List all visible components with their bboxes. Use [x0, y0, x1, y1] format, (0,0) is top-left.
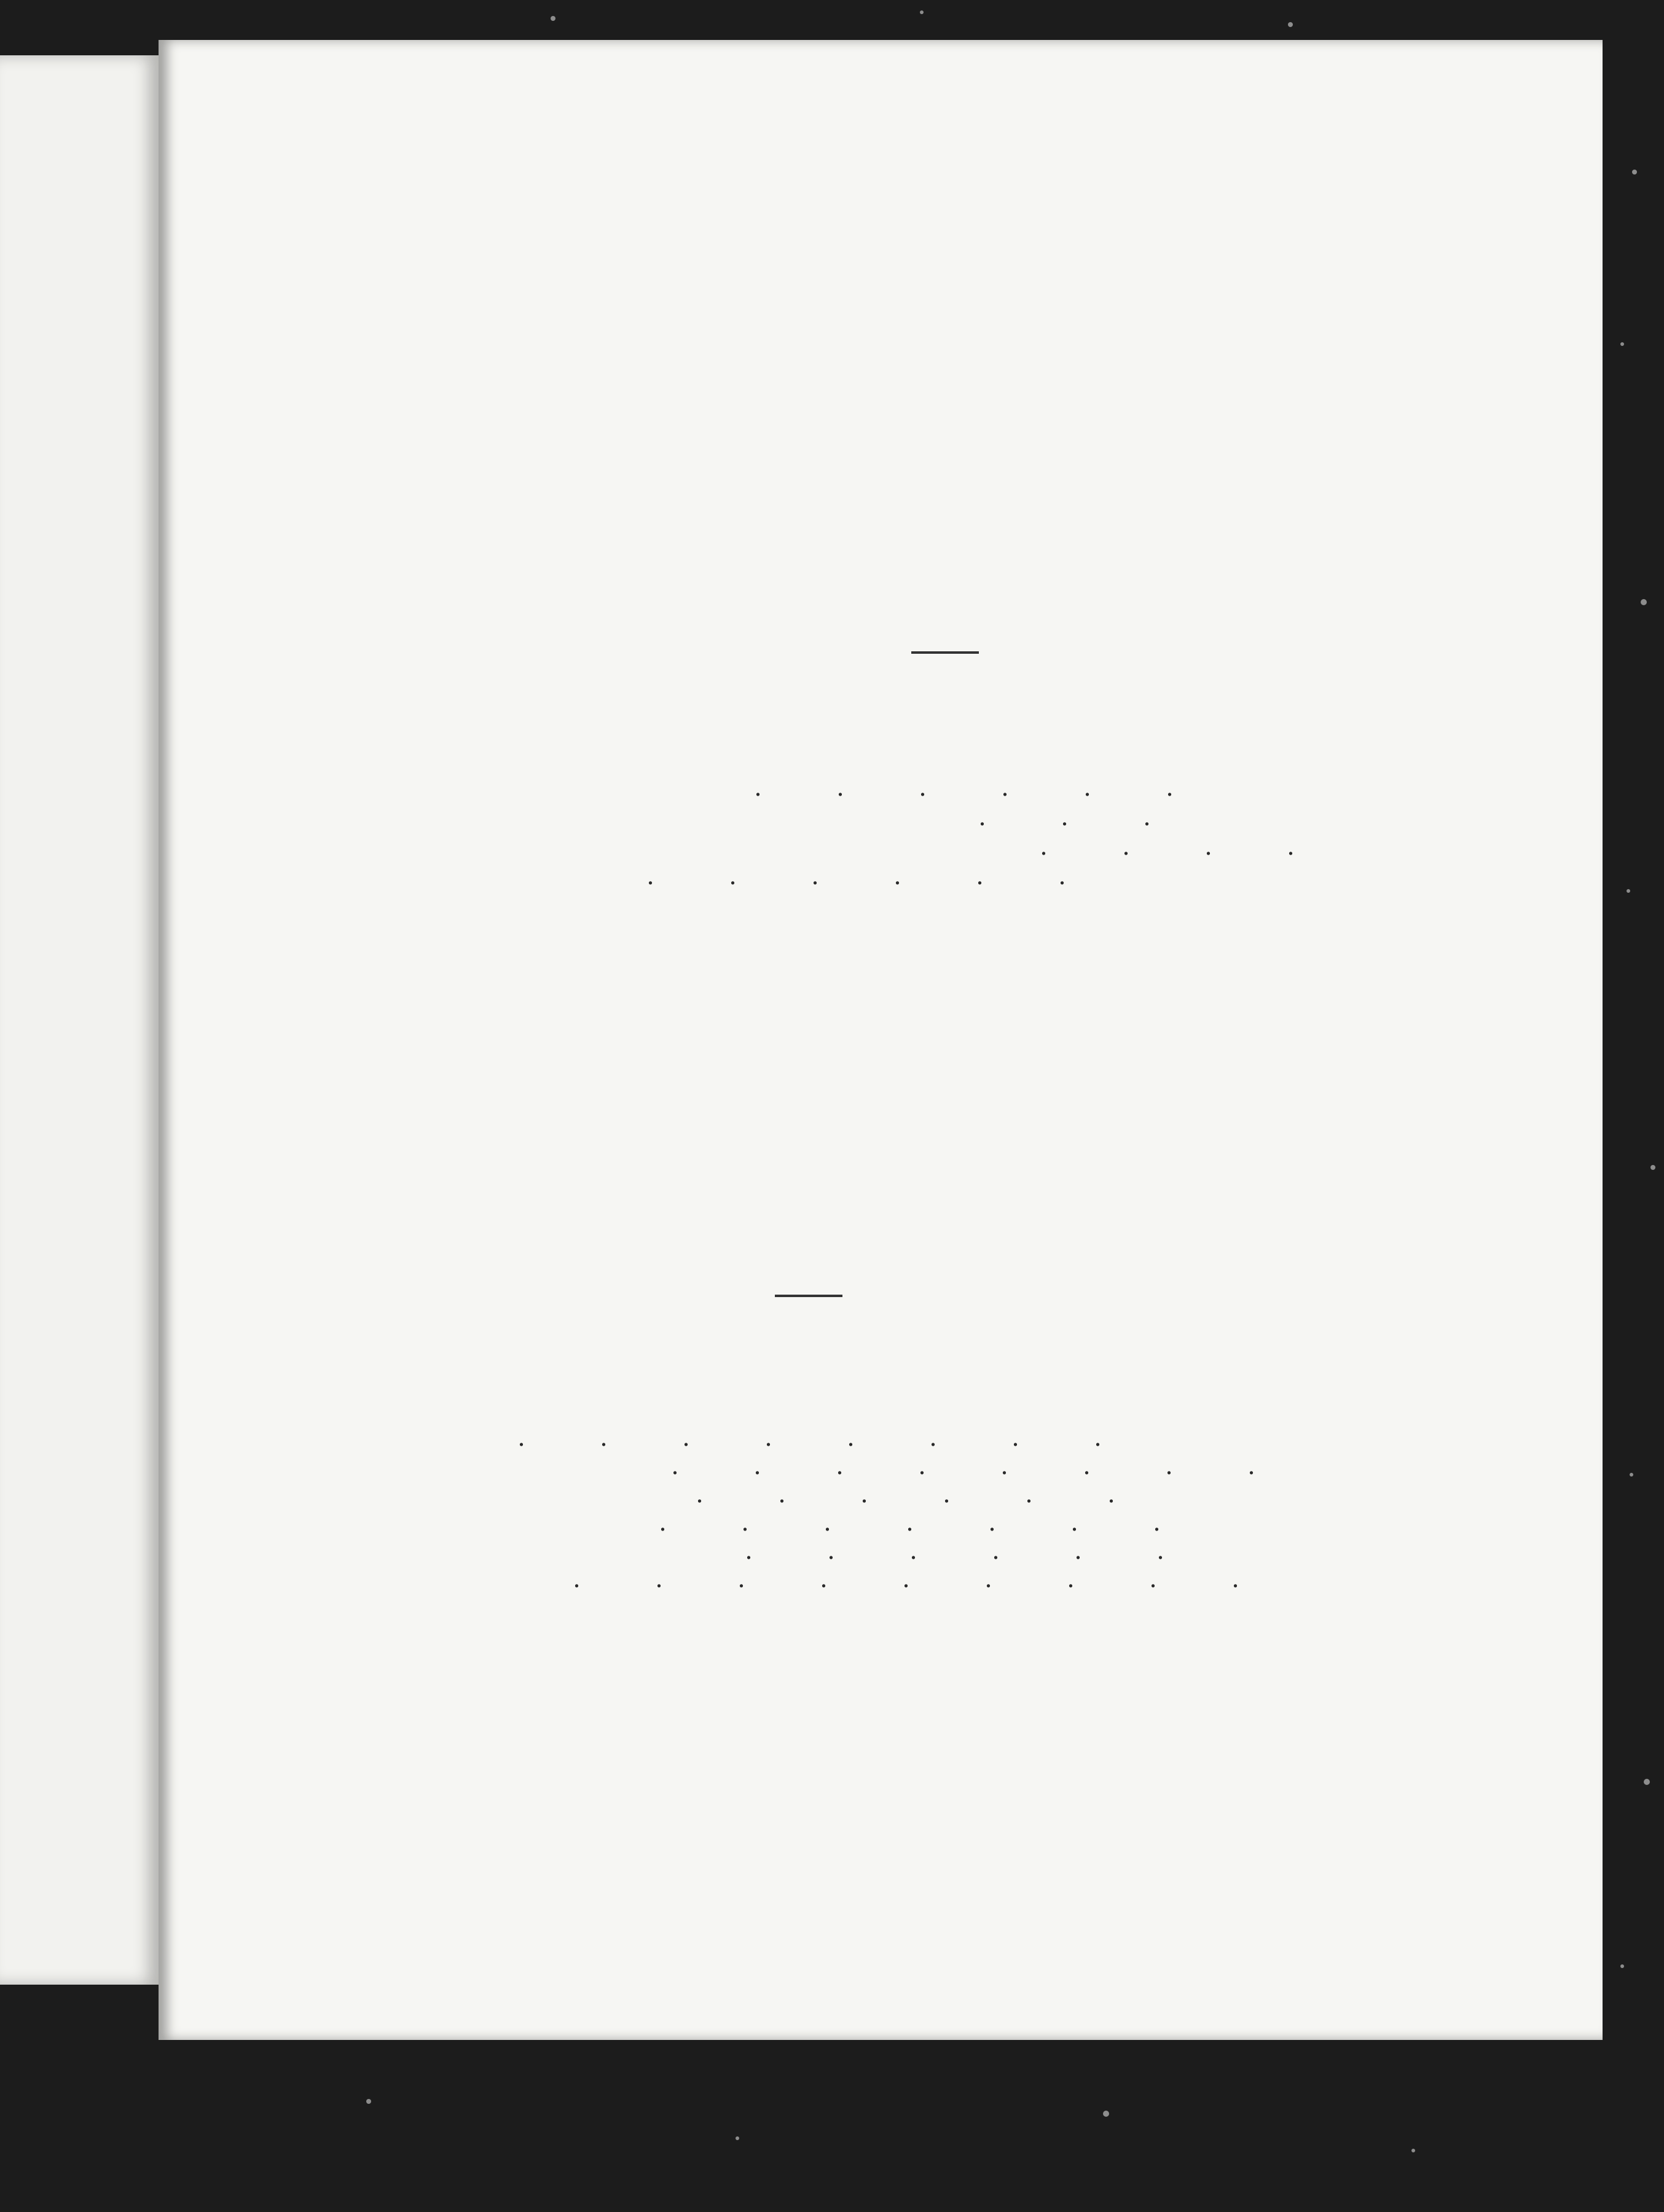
- cast-row: [352, 861, 1409, 890]
- leader-dots: . . . . . .: [647, 860, 1100, 890]
- leaf-frame-top-icon: [300, 218, 1443, 587]
- cast-row: [352, 802, 1409, 831]
- divider-rule: [911, 651, 979, 654]
- leader-dots: . . . . . .: [745, 1535, 1198, 1565]
- leader-dots: . . . . . .: [696, 1478, 1149, 1508]
- leader-dots: . . .: [979, 801, 1185, 831]
- leader-dots: . . . . . . . .: [518, 1422, 1136, 1452]
- leader-dots: . . . . . . . . .: [573, 1563, 1273, 1593]
- leader-dots: . . . .: [1040, 831, 1328, 861]
- vine-divider-icon: [355, 949, 662, 974]
- leader-dots: . . . . . .: [755, 772, 1207, 802]
- cast-row: [352, 831, 1409, 861]
- leader-dots: . . . . . . .: [659, 1507, 1195, 1537]
- leader-dots: . . . . . . . .: [672, 1450, 1289, 1480]
- play1-cast-list: [352, 772, 1409, 932]
- leaf-frame-bottom-icon: [328, 1475, 1470, 1843]
- facing-page-edge: [0, 55, 160, 1985]
- vine-divider-icon: [936, 937, 1243, 962]
- leaf-border-icon: [0, 246, 43, 565]
- divider-rule: [775, 1295, 842, 1297]
- cast-row: [364, 1422, 1409, 1451]
- program-page: [159, 40, 1603, 2040]
- cast-row: [352, 772, 1409, 802]
- leaf-border-icon: [0, 1530, 43, 1874]
